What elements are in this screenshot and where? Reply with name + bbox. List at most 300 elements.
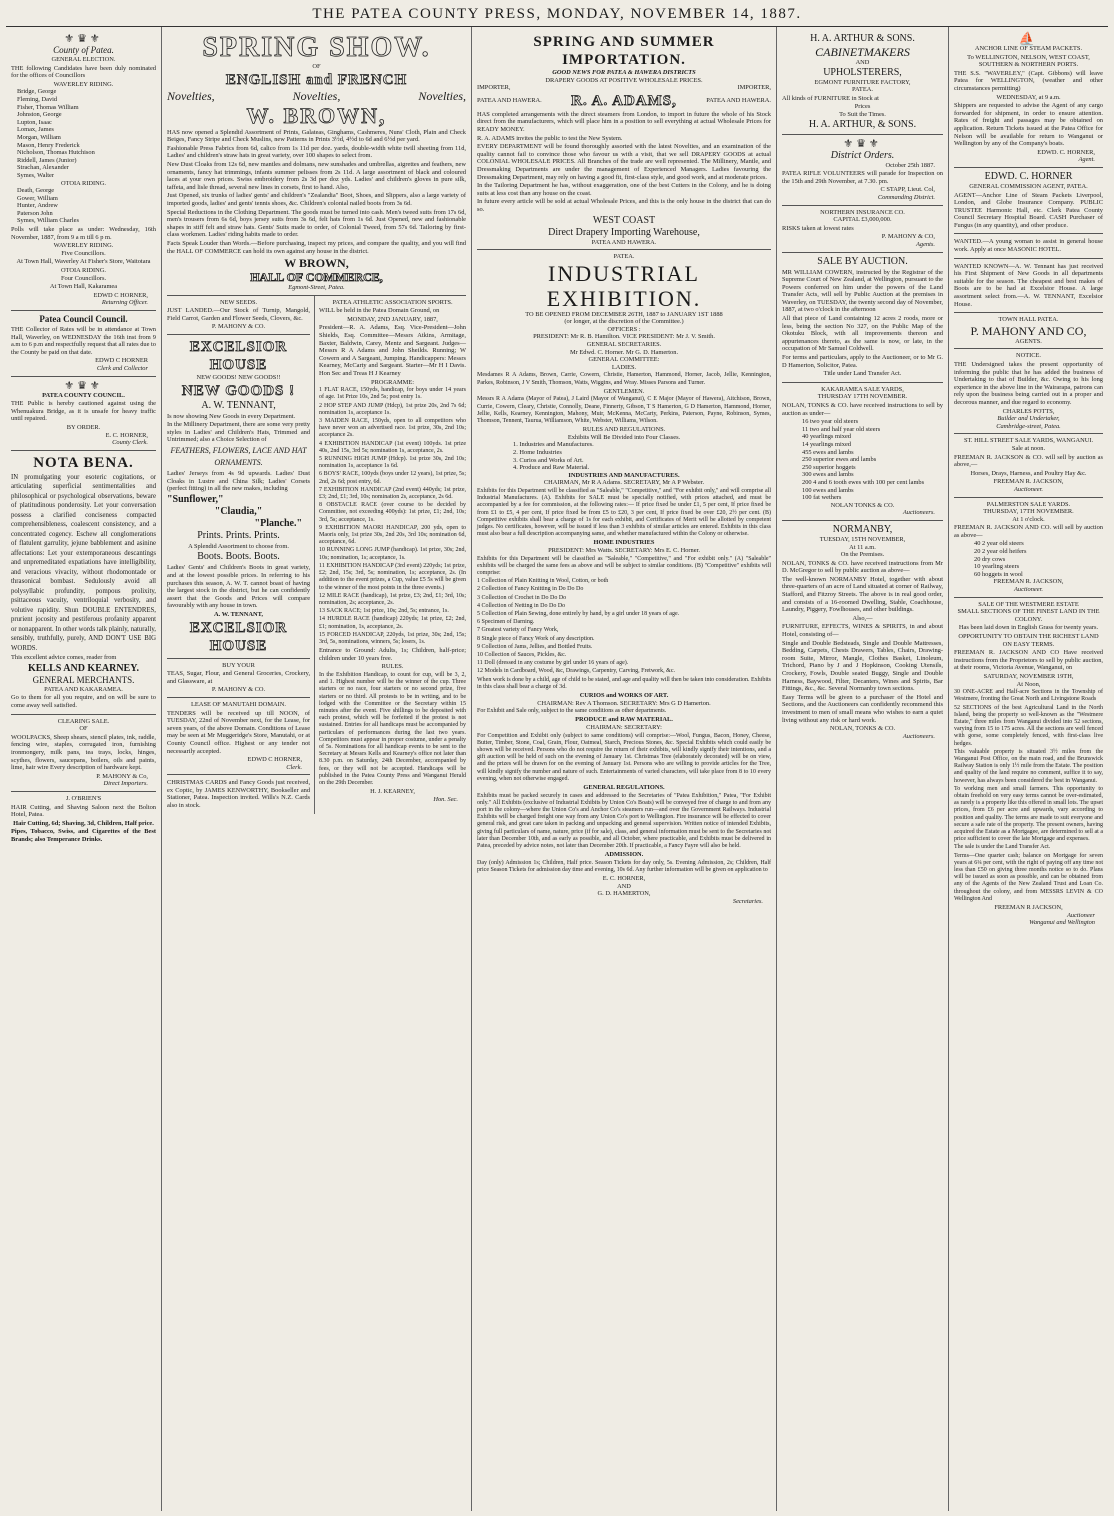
spring-text: Special Reductions in the Clothing Department. The goods must be turned into cash. Men's tweed suits from 17s 6d, men's trousers from 6s 6d, boys jersey suits from 3s 6d, felt hats from 1s 6d. Just Opened, new and fashionable shapes in stiff felt and straw hats. Gents' Suits made to order, of Colonial Tweed, from 57s 6d. Tailoring by first-class workmen. Ladies' riding habits made to order. [167,208,466,239]
arthur-ad [782,30,943,135]
event-item: 10 RUNNING LONG JUMP (handicap). 1st prize, 30s; 2nd, 10s; nomination, 1s; acceptance, 1s. [319,547,466,561]
home-item: 9 Collection of Jams, Jellies, and Bottled Fruits. [477,643,593,650]
polls-seats: Four Councillors. [60,274,107,282]
column-1 [6,27,162,1511]
anchor-day: WEDNESDAY, at 9 a.m. [996,93,1061,101]
column-3 [472,27,777,1511]
signature-role: Builder and Undertaker, [997,415,1060,423]
officers-heading: OFFICERS : [607,325,641,333]
event-item: 15 FORCED HANDICAP, 220yds, 1st prize, 30s; 2nd, 15s; 3rd, 5s, nominations, winners, 5s; losers, 1s. [319,631,466,645]
nota-text: IN promulgating your esoteric cogitations, or articulating superficial sentimentalities and philosophical or psychological observations, beware of platitudinous ponderosity. Let your conversation possess a clarified conciseness compacted comprehensibleness, coalescent consistency, and a concentrated cogency. Eschew all conglomerations of flatulent garrulity, jejune babblement and asinine affectations: Let your extemporaneous descantings and unpremeditated expatiations have intelligibility, and veracious vivacity, without rhodomontade or thrasonical bombast. Sedulously avoid all polysyllabic profundity, pompous prolixity, psittaceous vacuity, ventriloquial verbosity, and volutive rapidity. Shun DOUBLE ENTENDRES, prurient jocosity and pestiferous profanity apparent or nonapparent. In other words talk plainly, naturally, sensibly, truthfully, purely, AND DON'T USE BIG WORDS. [11,473,156,652]
tennant-text: Is now showing New Goods in every Department. [167,412,296,420]
auction-text: For terms and particulars, apply to the Auctioneer, or to Mr G. D Hamerton, Solicitor, Patea. [782,354,943,369]
sports-intro: WILL be held in the Patea Domain Ground, on [319,307,440,315]
candidate: Symes, William Charles [17,217,79,225]
good-news: GOOD NEWS FOR PATEA & HAWERA DISTRICTS [552,69,696,76]
patea-hawera: PATEA AND HAWERA. [591,238,657,246]
polls-places: At Town Hall, Waverley At Fisher's Store, Waitotara [16,258,151,266]
nota-bena-ad [11,451,156,715]
clearing-of: OF [79,725,88,733]
sthill-text: Horses, Drays, Harness, and Poultry Hay &c. [970,469,1087,477]
event-item: 6 BOYS' RACE, 100yds (boys under 12 years), 1st prize, 5s; 2nd, 2s 6d; post entry, 6d. [319,471,466,485]
arthur-factory: EGMONT FURNITURE FACTORY, [814,78,911,86]
wanted-known-text: WANTED KNOWN—A. W. Tennant has just received his First Shipment of New Goods in all departments suitable for the season. The cheapest and best makes of Boots are to be had at Excelsior House. A large assortment select from.—A. W. TENNANT, Excelsior House. [954,262,1103,308]
wanted-text: WANTED.—A young woman to assist in general house work. Apply at once MASONIC HOTEL. [954,238,1103,254]
street: Egmont-Street, Patea. [288,284,345,292]
class-list [477,441,771,471]
clearing-heading: CLEARING SALE. [57,717,110,725]
place-label: PATEA AND HAWERA. [706,96,771,104]
adams-heading: SPRING AND SUMMER [533,34,715,50]
kakaramea-ad [782,383,943,521]
signature-place: Wanganui and Wellington [1029,919,1095,927]
auction-heading: SALE BY AUCTION. [817,255,908,267]
townhall-role: AGENTS. [1015,337,1042,345]
anchor-text: THE S.S. "WAVERLEY," (Capt. Gibbons) will leave Patea for WELLINGTON, (weather and other circumstances permitting) [954,69,1103,92]
event-item: 11 EXHIBITION HANDICAP (3rd event) 220yds; 1st prize, £2; 2nd, 15s; 3rd, 5s; nomination, 1s; acceptance, 2s. (In addition to the event prizes, a Cup, value £5 5s will be given to the winner of the most points in the three events.) [319,562,466,591]
arthur-uph: UPHOLSTERERS, [823,66,902,78]
nota-close: Go to them for all you require, and on will be sure to come away well satisfied. [11,694,156,709]
horner-sub: GENERAL COMMISSION AGENT, PATEA. [969,182,1088,190]
palm-date: THURSDAY, 17TH NOVEMBER. [983,508,1074,516]
new-goods-heading: NEW GOODS ! [181,382,296,399]
adams-text: R. A. ADAMS invites the public to test the New System. [477,134,623,142]
auction-text: Title under Land Transfer Act. [823,370,902,378]
stock-item: 200 4 and 6 tooth ewes with 100 per cent lambs [802,478,925,486]
home-chair: PRESIDENT: Mrs Watts. SECRETARY: Mrs E. C. Horner. [548,547,700,555]
election-intro: THE following Candidates have been duly nominated for the offices of Councillors [11,64,156,80]
tennant-ad [167,335,310,659]
event-item: 4 EXHIBITION HANDICAP (1st event) 100yds. 1st prize 40s, 2nd 15s, 3rd 5s; nomination 1s, acceptance, 2s. [319,440,466,454]
class-item: 2. Home Industries [513,449,562,457]
expo-gents: GENTLEMEN. [603,387,645,395]
normanby-text: NOLAN, TONKS & CO. have received instructions from Mr D. McGregor to sell by public auction as above— [782,559,943,575]
signature: EDWD C HORNER [95,357,148,365]
district-heading: District Orders. [830,149,895,161]
signature: CHARLES POTTS, [1002,407,1055,415]
curio-heading: CURIOS and WORKS OF ART. [579,692,669,700]
signature-role: Auctioneer. [1014,485,1043,493]
xmas-ad [167,775,310,813]
obrien-text: HAIR Cutting, and Shaving Saloon next the Bolton Hotel, Patea. [11,803,156,819]
candidate: Morgan, William [17,133,61,141]
sthill-text: FREEMAN R. JACKSON & CO. will sell by auction as above,— [954,453,1103,469]
northern-capital: CAPITAL £3,000,000. [833,216,892,224]
industries-heading: INDUSTRIES AND MANUFACTURES. [568,471,680,479]
normanby-text: The well-known NORMANBY Hotel, together with about three-quarters of an acre of Land situated at corner of Railway, Stafford, and Fitzroy Streets. The above is in real good order, and consists of a 16-roomed Dwelling, Stable, Coachhouse, Laundry, Piggery, Fowlhouses, and other buildings. [782,575,943,614]
stock-item: 20 dry cows [974,555,1006,563]
westmere-text: 30 ONE-ACRE and Half-acre Sections in the Township of Westmere, fronting the Great North and Livingstone Roads [954,689,1103,703]
horner-text: AGENT—Anchor Line of Steam Packets Liverpool, London, and Globe Insurance Company. PUBLIC TRUSTEE Harmonic Hall, etc. Clerk Patea County Council Secretary Hospital Board. CASH Purchaser of Fungus (in any quantity), and other produce. [954,191,1103,229]
notice-heading: NOTICE. [1015,352,1042,360]
home-item: 3 Collection of Crochet in Do Do Do [477,594,567,601]
direct-drapery: Direct Drapery Importing Warehouse, [548,226,700,238]
signature: FREEMAN R. JACKSON, [993,478,1064,486]
arthur-place: PATEA. [852,86,873,94]
council-notice [11,311,156,377]
signature: H. J. KEARNEY, [370,788,415,796]
drapery-line: DRAPERY GOODS AT POSITIVE WHOLESALE PRICES. [545,76,703,84]
xmas-text: CHRISTMAS CARDS and Fancy Goods just received, ex Coptic, by JAMES KENWORTHY, Bookseller and Stationer, Patea. Inspection invited. Wills's N.Z. Cards also in stock. [167,779,311,810]
westmere-text: 52 SECTIONS of the best Agricultural Land in the North Island, being the property so well-known as the "Westmere Estate," three miles from Wanganui divided into 52 sections, varying from 15 to 175 acres. All the sections are well fenced with gorse, some completely fenced, with first-class live hedges. [954,704,1103,747]
of-text: OF [312,63,321,70]
sthill-heading: ST. HILL STREET SALE YARDS, WANGANUI. [963,437,1094,445]
spring-text: Facts Speak Louder than Words.—Before purchasing, inspect my prices, and compare the quality, and you will find the HALL OF COMMERCE can hold its own against any house in the district. [167,239,466,255]
tennant-text: Ladies' Jerseys from 4s 9d upwards. Ladies' Dust Cloaks in Lustre and China Silk; Ladies' Corsets (perfect fitting) in all the new makes, including [167,470,311,493]
northern-text: RISKS taken at lowest rates [782,224,854,232]
district-orders-ad [782,135,943,206]
signature: NOLAN, TONKS & CO. [829,725,896,733]
normanby-premises: On the Premises. [840,551,885,559]
signature-role: Auctioneers. [902,732,935,740]
industries-text: Exhibits for this Department will be classified as "Saleable," "Competitive," and "For exhibit only," and will comprise all Industrial Manufactures. (A). Exhibits for SALE must be specially notified, with prices attached, and must be accompanied by a fee for commission, at the following rates:— If price fixed be under £1, 5 per cent, If price fixed be from £1 to £5, 4 per cent, If price fixed be from £5 to £20, 3 per cent, If price fixed be over £20, 2½ per cent. (B) Competitive exhibits shall bear a charge of 1s for each exhibit, and Certificates of Merit will be allotted by competent judges. No certificates, however, will be issued if less than 3 exhibits of similar articles are entered. Exhibits in this class must also bear a full description accompanying same, and whether manufactured within the Colony or otherwise. [477,488,771,538]
tennant-feathers: FEATHERS, FLOWERS, LACE AND HAT ORNAMENTS. [170,446,307,468]
stock-item: 455 ewes and lambs [802,448,854,456]
kakaramea-date: THURSDAY 17TH NOVEMBER. [817,393,908,401]
event-item: 2 HOP STEP AND JUMP (Hdcp), 1st prize 20s, 2nd 7s 6d; nomination 1s, acceptance 1s. [319,402,466,416]
event-item: 5 RUNNING HIGH JUMP (Hdcp). 1st prize 30s, 2nd 10s; nomination 1s, acceptance 1s 6d. [319,456,466,470]
admission-heading: ADMISSION. [604,851,644,859]
candidate: Hunter, Andrew [17,202,58,210]
expo-open: TO BE OPENED FROM DECEMBER 26TH, 1887 to JANUARY 1ST 1888 [525,310,723,318]
home-item: 10 Collection of Sauces, Pickles, &c. [477,652,567,659]
stock-item: 300 ewes and lambs [802,471,854,479]
arthur-cabinet: CABINETMAKERS [815,45,910,59]
sports-date: MONDAY, 2ND JANUARY, 1887, [347,315,438,323]
adams-text: HAS completed arrangements with the direct steamers from London, to import in future the whole of his Stock direct from the manufacturers, which will place him in a position to sell everything at actual Wholesale Prices for READY MONEY. [477,110,771,133]
column-4 [777,27,949,1511]
county-text: THE Public is hereby cautioned against using the Whenuakura Bridge, as it is unsafe for heavy traffic until repaired. [11,400,156,423]
tennant-name: A. W. TENNANT, [201,399,276,411]
obrien-heading: J. O'BRIEN'S [65,794,102,802]
class-item: 4. Produce and Raw Material. [513,464,590,472]
normanby-heading: NORMANBY, [832,523,893,535]
seeds-heading: NEW SEEDS. [219,298,258,306]
expo-ladies-text: Mesdames R A Adams, Brown, Carrie, Cowern, Christie, Hamerton, Hammond, Horner, Jacob, Jellie, Kennington, Parkes, Robinson, J V Smith, Thomson, Watts, Wiggins, and Wray. Misses Parsons and Turner. [477,372,771,386]
corset-name: "Planche." [254,517,303,529]
boots-heading: Boots. Boots. Boots. [197,551,280,563]
wanted-ad [954,234,1103,258]
seeds-ad [167,296,310,335]
election-heading: County of Patea. [53,45,114,55]
signature-role: Direct Importers. [103,780,148,788]
corset-name: "Claudia," [214,505,263,517]
home-text: Exhibits for this Department will be classified as "Saleable," "Competitive," and "For exhibit only." (A) "Saleable" exhibits will be charged the same fees as above and will be subject to similar conditions. (B) "Competitive" exhibits will comprise: [477,555,771,577]
normanby-text: Single and Double Bedsteads, Single and Double Mattresses, Bedding, Carpets, Chests Drawers, Tables, Chairs, Drawing-room Suite, Mirror, Mangle, Clothes Basket, Linoleum, Trichord, Piano by J and J Hopkinson, Cooking Utensils, Crockery, Fowls, Double seated Buggy, Single and Double Harness, Baywood, Filter, Decanters, Wines and Spirits, Bar Fittings, &c., &c. Several Normanby town sections. [782,639,943,693]
column-2 [162,27,472,1511]
arthur-prices: Prices [854,103,871,111]
columns [6,27,1108,1511]
excelsior-heading: EXCELSIOR HOUSE [189,339,288,374]
stock-item: 10 yearling steers [974,563,1020,571]
signature: FREEMAN R JACKSON, [994,904,1063,912]
home-item: 2 Collection of Fancy Knitting in Do Do Do [477,586,584,593]
spring-text: HAS now opened a Splendid Assortment of Prints, Galateas, Ginghams, Cashmeres, Nuns' Cloth, Plain and Check Beiges, Fancy Stripe and Check Muslins, new Patterns in Prints 3½d, 4½d to 6d and 6½d per yard. [167,128,466,144]
place-label: PATEA AND HAWERA. [477,96,542,104]
normanby-time: At 11 a.m. [849,543,876,551]
arthur-and: AND [855,59,870,66]
lease-text: TENDERS will be received up till NOON, of TUESDAY, 22nd of November next, for the Lease, for seven years, of the above Domain. Conditions of Lease may be seen at Mr Muggeridge's Store, Manutahi, or at County Council office. Highest or any tender not necessarily accepted. [167,709,311,755]
riding2: OTOIA RIDING. [61,179,106,187]
admission-text: Day (only) Admission 1s; Children, Half price. Season Tickets for day only, 5s. Evening Admission, 2s; Children, Half price Season Tickets for admission day time and evening, 10s 6d. Any further information will be given on application to [477,859,771,874]
column-2a [167,296,315,814]
westmere-text: To working men and small farmers. This opportunity to obtain freehold on very easy terms cannot be over-estimated, as rarely is a property like this offered in small lots. The upset prices, from £6 per acre and upwards, vary according to position and quality. The terms are made to suit everyone and secure a safe rate of the property. The present owners, having acquired the Estate as a Mortgagee, are determined to sell at a price sufficient to cover the late Mortgage and expenses. [954,785,1103,843]
buy-text: TEAS, Sugar, Flour, and General Groceries, Crockery, and Glassware, at [167,670,311,685]
polls-text: Polls will take place as under: Wednesday, 16th November, 1887, from 9 a m till 6 p m. [11,226,156,241]
stock-item: 20 2 year old heifers [974,548,1027,556]
events-list [319,387,466,646]
riding2-names [11,187,156,225]
sthill-sale: Sale at noon. [1011,444,1046,452]
county-order: BY ORDER. [66,423,101,431]
candidate: Riddell, James (Junior) [17,156,77,164]
nota-merchants: GENERAL MERCHANTS. [32,674,135,685]
normanby-also: Also,— [852,614,873,622]
general-text: Exhibits must be packed securely in cases and addressed to the Secretaries of "Patea Exhibition," Patea, "For Exhibit only." All Exhibits (exclusive of Industrial Exhibits by Union Co's Boats) will be conveyed free of charge to and from any port in the colony—where the Union Co's and Anchor Co's steamers run—and over the Government Railways. Industrial Exhibits will be charged freight one way from any Union Co's port to Wellington. Fire insurance will be effected to cover general risk, and great care taken in packing and unpacking and general supervision. Written notice of intended Exhibits, giving full particulars of name, nature, price (if for sale), class, and general information must be sent to the Secretaries not later than December 10th, and as early as possible, and all October, where practicable, and Exhibits must be delivered in Patea, preceded by advice notes, not later than December 20th. If practicable, a Fancy Fayre will also be held. [477,792,771,850]
home-item: 11 Doll (dressed in any costume by girl under 16 years of age). [477,660,629,667]
st-hill-ad [954,434,1103,497]
palm-time: At 1 o'clock. [1012,515,1045,523]
notice-ad [954,349,1103,434]
candidate: Bridge, George [17,88,57,96]
importer-label: IMPORTER, [477,84,511,92]
produce-heading: PRODUCE and RAW MATERIAL. [575,716,673,724]
townhall-name: P. MAHONY AND CO, [970,323,1087,338]
corset-name: "Sunflower," [167,493,224,505]
lease-heading: LEASE OF MANUTAHI DOMAIN. [191,700,287,708]
normanby-text: FURNITURE, EFFECTS, WINES & SPIRITS, in and about Hotel, consisting of— [782,623,943,639]
wanted-known-ad [954,259,1103,314]
home-item: 7 Greatest variety of Fancy Work, [477,627,559,634]
signature-role: Secretaries. [732,898,763,906]
tennant-text: In the Millinery Department, there are some very pretty styles in Ladies' and Children's Hats, Trimmed and Untrimmed; also a Choice Selection of [167,421,311,444]
home-item: 5 Collection of Plain Sewing, done entirely by hand, by a girl under 18 years of age. [477,611,680,618]
expo-secs: GENERAL SECRETARIES. [586,341,662,349]
horner-heading: EDWD. C. HORNER [984,170,1073,182]
signature-role: Returning Officer. [101,299,148,307]
signature: NOLAN TONKS & CO. [830,501,895,509]
signature-role: Agents. [916,240,935,248]
auction-text: MR WILLIAM COWERN, instructed by the Registrar of the Supreme Court of New Zealand, at Wellington, pursuant to the Powers conferred on him under the powers of the Land Transfer Acts, will sell by Public Auction at the premises in Waverley, on TUESDAY, the twenty second day of November, 1887, at two o'clock in the afternoon [782,268,943,314]
northern-insurance-ad [782,206,943,253]
event-item: 1 FLAT RACE, 150yds, handicap, for boys under 14 years of age. 1st Prize 10s, 2nd 5s; post entry 1s. [319,387,466,401]
brown-heading: W. BROWN, [246,102,387,128]
clearing-text: WOOLPACKS, Sheep shears, stencil plates, ink, raddle, fencing wire, staples, corrugated iron, furnishing ironmongery, milk pans, tea trays, locks, hinges, scythes, flowers, saucepans, boilers, oils and paints, lime, hair wire Every description of hardware kept. [11,733,156,772]
anchor-heading: ANCHOR LINE OF STEAM PACKETS. [974,45,1083,52]
townhall-heading: TOWN HALL PATEA. [998,316,1059,324]
polls-seats: Five Councillors. [61,249,106,257]
election-notice [11,30,156,311]
importation-heading: IMPORTATION. [562,52,686,68]
nota-firm: KELLS AND KEARNEY. [27,662,140,674]
spring-text: Fashionable Press Fabrics from 6d, calico from 1s 11d per doz. yards, double-width white twill sheeting from 11d, Ladies' and children's straw hats in great variety, over 100 shapes to select from. [167,144,466,160]
arthur-heading: H. A. ARTHUR & SONS. [810,33,915,44]
signature-role: Clerk and Collector [96,364,148,372]
candidate: Fisher, Thomas William [17,103,79,111]
spring-show-ad [167,30,466,296]
column-2-split [167,296,466,814]
expo-ladies: LADIES. [611,363,637,371]
signature: A. W. TENNANT, [214,610,263,618]
and-text: AND [617,882,631,890]
industries-chair: CHAIRMAN, Mr R A Adams. SECRETARY, Mr A P Webster. [543,479,705,487]
sports-ad [319,296,466,807]
expo-or: (or longer, at the discretion of the Committee.) [564,318,684,326]
signature: EDWD C HORNER, [93,291,148,299]
event-item: 3 MAIDEN RACE, 150yds, open to all competitors who have never won an advertised race. 1st prize, 30s, 2nd 10s; acceptance 2s. [319,418,466,439]
obrien-ad [11,792,156,848]
polls-riding: WAVERLEY RIDING. [53,242,114,250]
obrien-pipes: Pipes, Tobacco, Swiss, and Cigarettes of the Best Brands; also Temperance Drinks. [11,828,156,843]
westmere-text: Has been laid down in English Grass for twenty years. [958,624,1099,632]
signature: H. A. ARTHUR, & SONS. [808,118,917,130]
adams-text: In future every article will be sold at actual Wholesale Prices, and this is the only house in the district that can do so. [477,198,771,213]
signature-role: Auctioneer [1066,911,1095,919]
district-text: PATEA RIFLE VOLUNTEERS will parade for Inspection on the 15th and 29th November, at 7.30. pm. [782,170,943,185]
palm-text: FREEMAN R. JACKSON AND CO. will sell by auction as above— [954,524,1103,539]
signature: E. C. HORNER, [602,875,646,883]
event-item: 7 EXHIBITION HANDICAP (2nd event) 440yds; 1st prize, £3; 2nd, £1; 3rd, 10s; nomination 2s, acceptance, 2s 6d. [319,486,466,501]
expo-president: PRESIDENT: Mr R. B. Hamilton. VICE PRESIDENT: Mr J. V. Smith. [533,333,715,341]
palm-heading: PALMERSTON SALE YARDS. [986,500,1071,508]
kakaramea-heading: KAKARAMEA SALE YARDS, [821,385,904,393]
normanby-text: Easy Terms will be given to a purchaser of the Hotel and Sections, and the Auctioneers can confidently recommend this investment to men of small means who wishes to earn a quiet living without any risk or hard work. [782,693,943,724]
signature-place: Cambridge-street, Patea. [996,422,1061,430]
polls-places: At Town Hall, Kakaramea [49,283,118,291]
arthur-suit: To Suit the Times. [839,110,886,118]
palmerston-ad [954,498,1103,598]
sports-heading: PATEA ATHLETIC ASSOCIATION SPORTS. [332,298,453,306]
adams-name-row [477,92,771,110]
coat-of-arms-icon: ⚜♛⚜ [64,379,103,392]
arthur-text: All kinds of FURNITURE in Stock at [782,94,879,102]
home-item: 4 Collection of Netting in Do Do Do [477,602,566,609]
column-5 [949,27,1108,1511]
signature-role: Clerk. [286,763,303,771]
steamship-icon: ⛵ [1018,31,1039,46]
county-notice [11,377,156,451]
spring-show-heading: SPRING SHOW. [202,32,431,63]
signature: EDWD C HORNER, [247,756,303,764]
auction-ad [782,253,943,383]
candidate: Gower, William [17,194,58,202]
class-item: 1. Industries and Manufactures. [513,441,594,449]
spring-text: New Dust Cloaks from 12s 6d, new mantles and dolmans, new sunshades and umbrellas, aigrettes and feathers, new ornaments, fancy hat trimmings, infants summer pelisses from 2s 11d. A large assortment of black and coloured laces at your own prices. Swiss embroidery from 2s 3d per doz yds. Ladies' and children's gloves in pure silk, taffeta, and lisle thread, several new lines in corsets, first to hand. Also, [167,160,466,191]
district-date: October 25th 1887. [885,161,935,169]
signature: P. MAHONY & CO. [211,686,266,694]
palm-list [954,540,1103,578]
home-item: 12 Models in Cardboard, Wood, &c, Drawings, Carpentry, Carving, Fretwork, &c. [477,668,675,675]
westmere-text: This valuable property is situated 3½ miles from the Wanganui Post Office, on the main road, and the Brunswick Railway Station is only 1½ mile from the Estate. The position and quality of the land require no comment, suffice it to say, however, has always been considered the best in Wanganui. [954,748,1103,784]
candidate: Paterson John [17,209,53,217]
stock-item: 11 two and half year old steers [802,425,881,433]
novelties-label: Novelties, [292,88,341,103]
candidate: Fleming, David [17,95,58,103]
candidate: Mason, Henry Frederick [17,141,80,149]
spring-text: Just Opened, six trunks of ladies' gents' and children's "Zealandia" Boot, Shoes, and Slippers, also a large variety of imported goods, ladies' and gents' tennis shoes, &c. Children's colonial nailed boots from 3s 6d. [167,192,466,207]
signature-role: County Clerk. [112,439,148,447]
northern-heading: NORTHERN INSURANCE CO. [820,208,905,216]
coat-of-arms-icon: ⚜♛⚜ [64,33,103,45]
lease-ad [167,698,310,775]
westmere-sub: SMALL SECTIONS OF THE FINEST LAND IN THE COLONY. [957,608,1100,623]
candidate: Strachan, Alexander [17,164,69,172]
polls-riding: OTOIA RIDING. [61,267,106,275]
event-item: 12 MILE RACE (handicap), 1st prize, £3; 2nd, £1; 3rd, 10s; nomination, 2s; acceptance, 2s. [319,592,466,606]
candidate: Johnston, George [17,111,62,119]
nota-heading: NOTA BENA. [33,454,134,471]
curio-chair: CHAIRMAN: Rev A Thomson. SECRETARY: Mrs G D Hamerton. [537,699,711,707]
expo-classes: Exhibits Will Be Divided into Four Classes. [567,433,681,441]
council-heading: Patea Council Council. [39,314,128,324]
anchor-to: To WELLINGTON, NELSON, WEST COAST, SOUTHERN & NORTHERN PORTS. [967,53,1090,69]
signature: G. D. HAMERTON, [597,890,651,898]
anchor-text: Shippers are requested to advise the Agent of any cargo forwarded for shipment, in order to ensure attention. Rates of freight and passages may be obtained on application. Return Tickets issued at the Patea Office for Nelson will be available for return to Wanganui or Wellington by any of the Company's boats. [954,102,1103,148]
expo-committee: GENERAL COMMITTEE: [588,356,660,364]
exhibition-ad [477,250,771,909]
event-item: 9 EXHIBITION MAORI HANDICAP, 200 yds, open to Maoris only, 1st prize 30s, 2nd 20s, 3rd 10s; nomination 6d, acceptance, 6d. [319,524,466,546]
buy-heading: BUY YOUR [222,661,255,669]
prints-heading: Prints. Prints. Prints. [197,529,280,541]
westmere-heading: SALE OF THE WESTMERE ESTATE [978,600,1079,608]
stock-item: 14 yearlings mixed [802,440,851,448]
tennant-text: Ladies' Gents' and Children's Boots in great variety, and at the lowest possible prices. In referring to his purchases this season, A. W. T. cannot boast of having the largest stock in the district, but he can confidently assert that the Goods and Prices will compare favourably with any house in town. [167,564,311,610]
tennant-text: A Splendid Assortment to choose from. [188,542,289,550]
westmere-noon: At Noon, [1016,680,1041,688]
programme-heading: PROGRAMME: [371,378,414,386]
signature-role: Agent. [1078,156,1095,164]
town-hall-ad [954,313,1103,349]
sports-entrance: Entrance to Ground: Adults, 1s; Children, half-price; children under 10 years free. [319,647,466,662]
adams-name: R. A. ADAMS, [571,92,677,109]
candidate: Lupton, Isaac [17,118,52,126]
rules-heading: RULES. [381,663,404,671]
stock-item: 40 2 year old steers [974,540,1024,548]
excelsior-heading: EXCELSIOR HOUSE [189,619,288,654]
importer-row [477,84,771,92]
expo-rules: RULES AND REGULATIONS. [582,426,666,434]
westmere-text: FREEMAN R. JACKSON AND CO Have received instructions from the Proprietors to sell by public auction, at their rooms, Victoria Avenue, Wanganui, on [954,649,1103,672]
stock-item: 100 fat wethers [802,494,842,502]
adams-text: In the Tailoring Department he has, without exaggeration, one of the best Cutters in the Colony, and he is doing suits at less cost than any house on the coast. [477,182,771,197]
westmere-ad [954,598,1103,930]
westmere-text: Terms—One quarter cash; balance on Mortgage for seven years at 6¼ per cent, with the right of paying off any time not less than £50 on giving three months notice so to do. Plans will be issued as soon as possible, and can be obtained from any of the Agents of the New Zealand Trust and Loan Co. throughout the colony, and from MESSRS LEVIN & CO Wellington And [954,852,1103,902]
westmere-text: The sale is under the Land Transfer Act. [954,844,1051,851]
sports-officers: President—R. A. Adams, Esq. Vice-President—John Shields, Esq. Committee—Messrs Atkins, Armitage, Baxter, Baldwin, Carey, Mentz and Sargeant. Judges—Messrs R A Adams and John Sheilds. Running; W Cowern and A Sargeant, Jumping. Handicappers: Messrs Kearney, McCarty and Sargeant. Starter—Mr H I Davis. Hon Sec and Treas H J Kearney [319,324,466,378]
masthead: THE PATEA COUNTY PRESS, MONDAY, NOVEMBER 14, 1887. [6,4,1108,27]
horner-ad [954,168,1103,235]
home-item: 6 Specimen of Darning. [477,619,535,626]
council-text: THE Collector of Rates will be in attendance at Town Hall, Waverley, on WEDNESDAY the 16th inst from 9 a.m to 6 p.m and respectfully request that all rates due to the County be paid on that date. [11,326,156,356]
kakaramea-text: NOLAN, TONKS & CO. have received instructions to sell by auction as under— [782,402,943,417]
normanby-ad [782,521,943,743]
westmere-date: SATURDAY, NOVEMBER 19TH, [983,672,1074,680]
nota-places: PATEA AND KAKARAMEA. [44,685,123,693]
stock-item: 250 superior hoggets [802,463,856,471]
westmere-text: OPPORTUNITY TO OBTAIN THE RICHEST LAND ON EASY TERMS. [958,633,1099,648]
buy-ad [167,659,310,698]
home-heading: HOME INDUSTRIES [593,539,655,547]
obrien-prices: Hair Cutting, 6d; Shaving, 3d, Children, Half price. [13,819,154,827]
english-french-heading: ENGLISH and FRENCH [225,71,408,88]
novelties-label: Novelties, [167,88,215,103]
candidate: Nicholson, Thomas Hutchison [17,149,95,157]
expo-heading: INDUSTRIAL EXHIBITION. [546,260,702,311]
signature: C STAPP, Lieut. Col, [880,186,935,194]
signature-role: Hon. Sec. [433,795,458,803]
rules-text: In the Exhibition Handicap, to count for cup, will be 3, 2, and 1. Highest number will be the winner of the cup. Three starters or no race, four starters or no second prize, five starters or no third. All protests to be in writing, and to be lodged with the Committee or the Secretary within 15 minutes after the event. Five shillings to be deposited with each protest, which will be forfeited if the protest is not sustained. Entries for all handicaps must be accompanied by particulars of performances during the last two years. Competitors must appear in proper costume, under a penalty of 5s. Nominations for all handicap events to be sent to the Secretary at Messrs Kells and Kearney's office not later than 8.30 p.m. on Saturday, 24th December, accompanied by fees, or they will not be accepted. Handicaps will be published in the Patea County Press and Wanganui Herald on the 29th December. [319,671,466,786]
curio-text: For Exhibit and Sale only, subject to the same conditions as other departments. [477,708,667,715]
